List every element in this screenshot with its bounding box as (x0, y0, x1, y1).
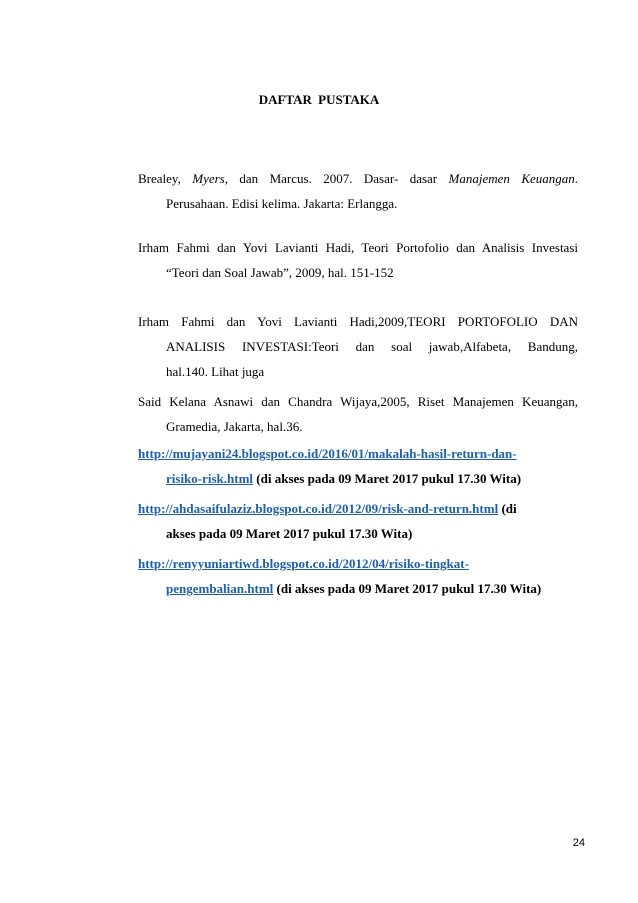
reference-line (138, 441, 578, 466)
access-note: akses pada 09 Maret 2017 pukul 17.30 Wita) (166, 526, 413, 541)
ref-text: . (574, 171, 579, 186)
reference-line: ANALISIS INVESTASI:Teori dan soal jawab,Alfabeta, Bandung, (166, 339, 578, 354)
reference-line: Irham Fahmi dan Yovi Lavianti Hadi,2009,TEORI PORTOFOLIO DAN (138, 314, 578, 329)
reference-line: Gramedia, Jakarta, hal.36. (166, 419, 303, 434)
reference-line (138, 551, 578, 576)
reference-line (138, 496, 578, 521)
reference-line: Irham Fahmi dan Yovi Lavianti Hadi, Teori Portofolio dan Analisis Investasi (138, 240, 578, 255)
access-note: (di akses pada 09 Maret 2017 pukul 17.30 Wita) (253, 471, 522, 486)
reference-asnawi (138, 389, 578, 439)
access-note: (di (501, 501, 517, 516)
reference-line: Said Kelana Asnawi dan Chandra Wijaya,2005, Riset Manajemen Keuangan, (138, 394, 578, 409)
ref-text: Brealey, (138, 171, 193, 186)
reference-line: hal.140. Lihat juga (166, 364, 265, 379)
ref-italic: Myers (192, 171, 225, 186)
reference-brealey (138, 166, 578, 216)
page-number: 24 (572, 837, 585, 849)
reference-line (138, 576, 578, 601)
reference-fahmi-2009b (138, 309, 578, 384)
reference-link[interactable]: risiko-risk.html (166, 471, 254, 486)
reference-mujayani (138, 441, 578, 491)
access-note: (di akses pada 09 Maret 2017 pukul 17.30 Wita) (273, 581, 542, 596)
reference-fahmi-2009a (138, 235, 578, 285)
ref-text: , dan Marcus. 2007. Dasar- dasar (224, 171, 449, 186)
reference-link[interactable]: http://ahdasaifulaziz.blogspot.co.id/2012/09/risk-and-return.html (138, 501, 499, 516)
ref-italic: Manajemen Keuangan (448, 171, 575, 186)
reference-link[interactable]: pengembalian.html (166, 581, 274, 596)
reference-ahdasaifulaziz (138, 496, 578, 546)
reference-line (138, 166, 578, 191)
reference-link[interactable]: http://renyyuniartiwd.blogspot.co.id/2012/04/risiko-tingkat- (138, 556, 469, 571)
reference-link[interactable]: http://mujayani24.blogspot.co.id/2016/01/makalah-hasil-return-dan- (138, 446, 517, 461)
reference-line: Perusahaan. Edisi kelima. Jakarta: Erlangga. (166, 196, 398, 211)
reference-line (138, 466, 578, 491)
page-title: DAFTAR PUSTAKA (258, 92, 380, 107)
reference-line: “Teori dan Soal Jawab”, 2009, hal. 151-152 (166, 265, 394, 280)
reference-renyyuniarti (138, 551, 578, 601)
